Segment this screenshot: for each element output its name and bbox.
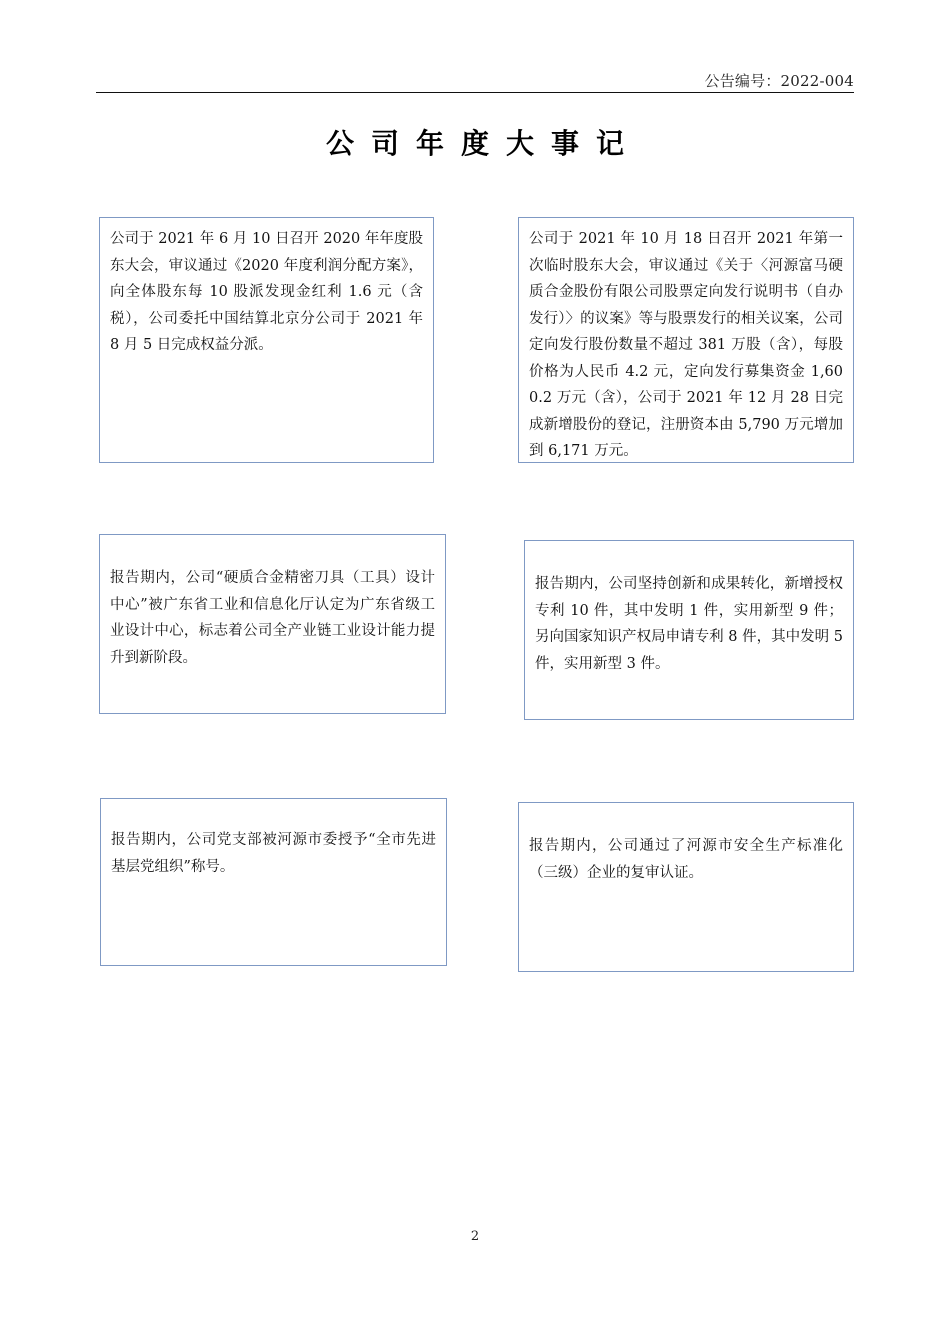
event-box-share-issuance: 公司于 2021 年 10 月 18 日召开 2021 年第一次临时股东大会，审议通过《关于〈河源富马硬质合金股份有限公司股票定向发行说明书（自办发行）〉的议案》等与股票发行的相关议案，公司定向发行股份数量不超过 381 万股（含），每股价格为人民币 4.2 元，定向发行募集资金 1,600.2 万元（含），公司于 2021 年 12 月 28 日完成新增股份的登记，注册资本由 5,790 万元增加到 6,171 万元。: [518, 217, 854, 463]
page-number: 2: [470, 1229, 480, 1244]
event-box-patents: 报告期内，公司坚持创新和成果转化，新增授权专利 10 件，其中发明 1 件，实用新型 9 件；另向国家知识产权局申请专利 8 件，其中发明 5 件，实用新型 3 件。: [524, 540, 854, 720]
announcement-code: 公告编号：2022-004: [704, 72, 854, 90]
page-title: 公司年度大事记: [325, 127, 641, 160]
event-box-dividend: 公司于 2021 年 6 月 10 日召开 2020 年年度股东大会，审议通过《2020 年度利润分配方案》，向全体股东每 10 股派发现金红利 1.6 元（含税），公司委托中国结算北京分公司于 2021 年 8 月 5 日完成权益分派。: [99, 217, 434, 463]
header-divider: [96, 92, 854, 93]
event-box-design-center: 报告期内，公司“硬质合金精密刀具（工具）设计中心”被广东省工业和信息化厅认定为广东省级工业设计中心，标志着公司全产业链工业设计能力提升到新阶段。: [99, 534, 446, 714]
event-box-safety-certification: 报告期内，公司通过了河源市安全生产标准化（三级）企业的复审认证。: [518, 802, 854, 972]
event-box-party-branch: 报告期内，公司党支部被河源市委授予“全市先进基层党组织”称号。: [100, 798, 447, 966]
